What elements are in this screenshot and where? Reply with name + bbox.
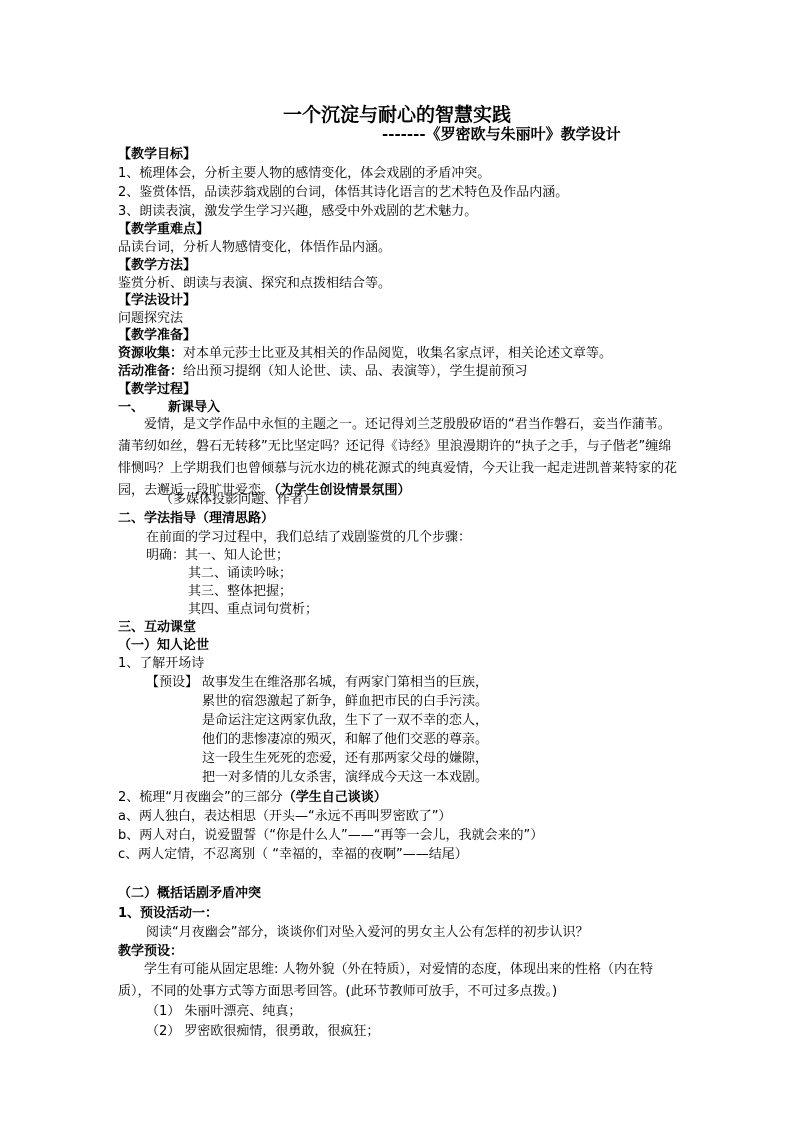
prep-resource-text: 对本单元莎士比亚及其相关的作品阅览，收集名家点评，相关论述文章等。 <box>183 346 613 361</box>
section2-step: 其二、诵读吟咏； <box>188 566 293 581</box>
subsection1-item: 1、了解开场诗 <box>118 656 205 671</box>
prep-resource-label: 资源收集： <box>118 346 184 361</box>
section2-step: 明确：其一、知人论世； <box>146 548 290 563</box>
poem-line: 是命运注定这两家仇敌，生下了一双不幸的恋人， <box>202 713 489 728</box>
section1-para-bold: （为学生创设情景氛围） <box>274 483 411 498</box>
teaching-preset-title: 教学预设： <box>118 944 184 959</box>
section1-para-text: 爱情，是文学作品中永恒的主题之一。还记得刘兰芝殷殷矽语的“君当作磐石，妾当作蒲苇。蒲苇纫如丝，磐石无转移”无比坚定吗？还记得《诗经》里浪漫期许的“执子之手，与子偕老”缠绵悱恻吗？上学期我们也曾倾慕与沅水边的桃花源式的纯真爱情，今天让我一起走进凯普莱特家的花园，去邂逅一段旷世爱恋。 <box>118 417 678 498</box>
preset-activity-text: 阅读“月夜幽会”部分，谈谈你们对坠入爱河的男女主人公有怎样的初步认识？ <box>146 925 589 940</box>
methods-heading: 【教学方法】 <box>118 258 197 273</box>
teaching-preset-paragraph: 学生有可能从固定思维: 人物外貌（外在特质），对爱情的态度，体现出来的性格（内在特质），不同的处事方式等方面思考回答。(此环节教师可放手，不可过多点拨。) <box>118 962 654 999</box>
section2-step: 其三、整体把握； <box>188 584 293 599</box>
section1-title: 新课导入 <box>168 400 221 415</box>
poem-line: 他们的悲惨凄凉的殒灭，和解了他们交恶的尊亲。 <box>202 732 489 747</box>
scene-part: b、两人对白，说爱盟誓（“你是什么人”——“再等一会儿，我就会来的”） <box>118 828 544 843</box>
goal-item: 1、梳理体会，分析主要人物的感情变化，体会戏剧的矛盾冲突。 <box>118 166 491 181</box>
poem-line: 累世的宿怨激起了新争，鲜血把市民的白手污渎。 <box>202 694 489 709</box>
scene-part: c、两人定情，不忍离别（ “幸福的，幸福的夜啊”——结尾） <box>118 847 468 862</box>
prep-activity <box>118 363 528 381</box>
poem-line: 故事发生在维洛那名城，有两家门第相当的巨族， <box>202 675 489 690</box>
keypoints-text: 品读台词，分析人物感情变化，体悟作品内涵。 <box>118 240 392 255</box>
subsection2-title: （二）概括话剧矛盾冲突 <box>118 886 262 901</box>
goal-item: 2、鉴赏体悟，品读莎翁戏剧的台词，体悟其诗化语言的艺术特色及作品内涵。 <box>118 185 569 200</box>
section1-num: 一、 <box>118 400 145 415</box>
preset-activity-title: 1、预设活动一： <box>118 906 219 921</box>
answer-item: （1） 朱丽叶漂亮、纯真； <box>146 1004 302 1019</box>
answer-item: （2） 罗密欧很痴情，很勇敢，很疯狂； <box>146 1024 380 1039</box>
item2-text: 2、梳理“月夜幽会”的三部分 <box>118 790 283 805</box>
study-heading: 【学法设计】 <box>118 293 197 308</box>
prep-activity-label: 活动准备： <box>118 364 184 379</box>
scene-part: a、两人独白，表达相思（开头—“永远不再叫罗密欧了”） <box>118 809 452 824</box>
keypoints-heading: 【教学重难点】 <box>118 222 210 237</box>
methods-text: 鉴赏分析、朗读与表演、探究和点拨相结合等。 <box>118 276 392 291</box>
goals-heading: 【教学目标】 <box>118 147 197 162</box>
poem-line: 这一段生生死死的恋爱，还有那两家父母的嫌隙， <box>202 751 489 766</box>
study-text: 问题探究法 <box>118 311 184 326</box>
subsection1-item2 <box>118 789 387 807</box>
prep-heading: 【教学准备】 <box>118 328 197 343</box>
section3-title: 三、互动课堂 <box>118 620 197 635</box>
section1-note: （多媒体投影问题、作者） <box>160 492 317 507</box>
section2-title: 二、学法指导（理清思路） <box>118 511 275 526</box>
item2-bold: （学生自己谈谈） <box>282 790 387 805</box>
poem-line: 把一对多情的儿女杀害，演绎成今天这一本戏剧。 <box>202 770 489 785</box>
document-subtitle: -------《罗密欧与朱丽叶》教学设计 <box>382 125 621 143</box>
document-title: 一个沉淀与耐心的智慧实践 <box>282 104 511 126</box>
subsection1-title: （一）知人论世 <box>118 638 210 653</box>
prep-resource <box>118 345 612 363</box>
poem-label: 【预设】 <box>146 675 199 690</box>
section2-intro: 在前面的学习过程中，我们总结了戏剧鉴赏的几个步骤： <box>146 530 472 545</box>
process-heading: 【教学过程】 <box>118 382 197 397</box>
goal-item: 3、朗读表演，激发学生学习兴趣，感受中外戏剧的艺术魅力。 <box>118 204 478 219</box>
section2-step: 其四、重点词句赏析； <box>188 602 319 617</box>
prep-activity-text: 给出预习提纲（知人论世、读、品、表演等），学生提前预习 <box>183 364 528 379</box>
section1-paragraph <box>118 414 678 502</box>
